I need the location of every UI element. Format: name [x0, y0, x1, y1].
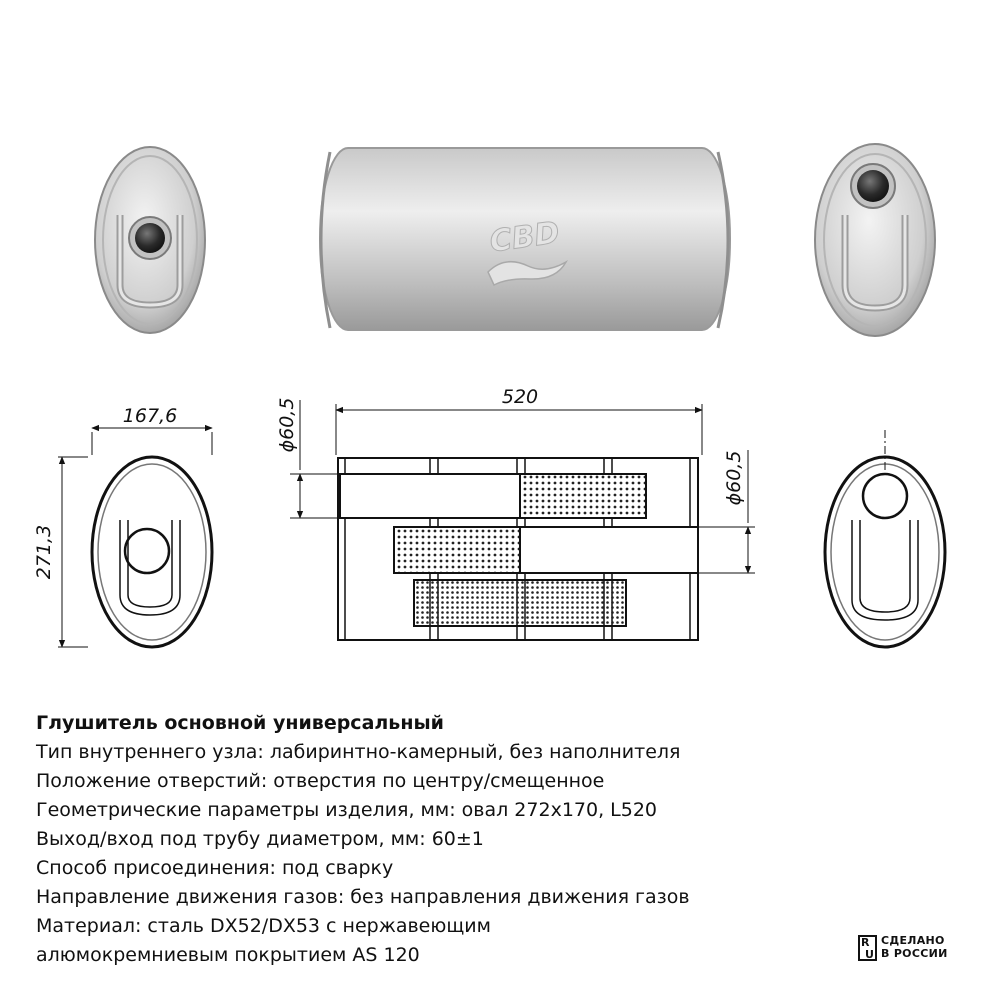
ru-mark-icon: R U: [858, 935, 877, 961]
spec-line-material: Материал: сталь DX52/DX53 с нержавеющим: [36, 915, 491, 937]
right-end-view-drawing: [825, 430, 945, 647]
spec-line-internal-type: Тип внутреннего узла: лабиринтно-камерный, без наполнителя: [36, 741, 681, 763]
spec-line-hole-position: Положение отверстий: отверстия по центру/смещенное: [36, 770, 605, 792]
badge-line-1: СДЕЛАНО: [881, 934, 945, 947]
right-end-cap-photo: [815, 144, 935, 336]
spec-line-geometry: Геометрические параметры изделия, мм: овал 272х170, L520: [36, 799, 658, 821]
left-end-cap-photo: [95, 147, 205, 333]
dim-inlet-diameter-label: ϕ60,5: [276, 397, 298, 453]
side-section-drawing: [276, 386, 755, 640]
spec-line-gas-direction: Направление движения газов: без направления движения газов: [36, 886, 690, 908]
dim-length-label: 520: [501, 386, 539, 408]
spec-line-coating: алюмокремниевым покрытием AS 120: [36, 944, 420, 966]
dim-outlet-diameter-label: ϕ60,5: [723, 450, 745, 506]
logo-cbd: CBD: [487, 215, 562, 260]
left-end-view-drawing: [33, 405, 212, 647]
dim-width-label: 167,6: [122, 405, 178, 427]
dim-height-label: 271,3: [33, 524, 55, 580]
muffler-body-photo: [320, 148, 730, 330]
product-specifications: [36, 708, 796, 970]
product-title: Глушитель основной универсальный: [36, 712, 444, 734]
spec-line-pipe-diameter: Выход/вход под трубу диаметром, мм: 60±1: [36, 828, 484, 850]
made-in-russia-badge: [858, 934, 970, 964]
spec-line-connection: Способ присоединения: под сварку: [36, 857, 394, 879]
badge-text: [881, 934, 948, 960]
badge-line-2: В РОССИИ: [881, 947, 948, 960]
